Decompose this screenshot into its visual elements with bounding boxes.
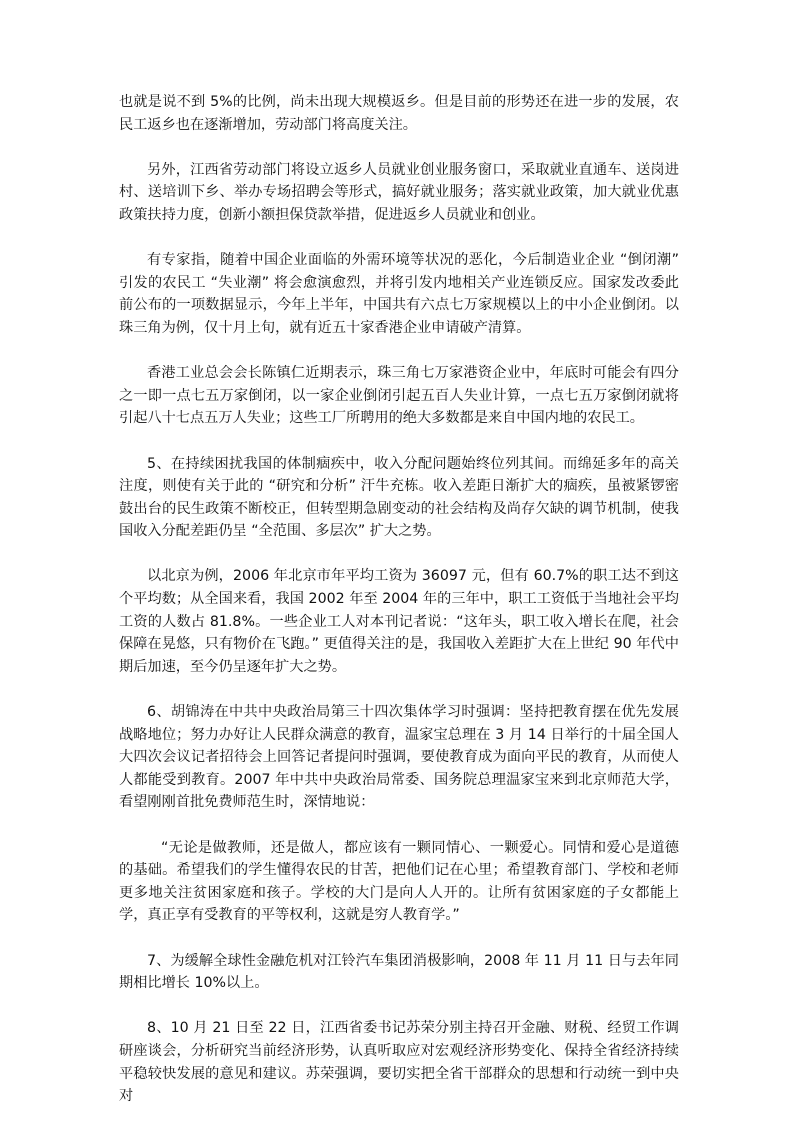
- paragraph-5: 5、在持续困扰我国的体制痼疾中，收入分配问题始终位列其间。而绵延多年的高关注度，则使有关于此的 “研究和分析” 汗牛充栋。收入差距日渐扩大的痼疾，虽被紧锣密鼓出台的民生政策不断校正，但转型期急剧变动的社会结构及尚存欠缺的调节机制，使我国收入分配差距仍呈 “全范围、多层次” 扩大之势。: [119, 455, 679, 540]
- paragraph-3: 有专家指，随着中国企业面临的外需环境等状况的恶化，今后制造业企业 “倒闭潮” 引发的农民工 “失业潮” 将会愈演愈烈，并将引发内地相关产业连锁反应。国家发改委此前公布的一项数据显示，今年上半年，中国共有六点七万家规模以上的中小企业倒闭。以珠三角为例，仅十月上旬，就有近五十家香港企业申请破产清算。: [119, 252, 679, 336]
- paragraph-2: 另外，江西省劳动部门将设立返乡人员就业创业服务窗口，采取就业直通车、送岗进村、送培训下乡、举办专场招聘会等形式，搞好就业服务；落实就业政策，加大就业优惠政策扶持力度，创新小额担保贷款举措，促进返乡人员就业和创业。: [119, 161, 679, 223]
- paragraph-8-quote: “无论是做教师，还是做人，都应该有一颗同情心、一颗爱心。同情和爱心是道德的基础。希望我们的学生懂得农民的甘苦，把他们记在心里；希望教育部门、学校和老师更多地关注贫困家庭和孩子。学校的大门是向人人开的。让所有贫困家庭的子女都能上学，真正享有受教育的平等权利，这就是穷人教育学。”: [119, 839, 679, 924]
- paragraph-6: 以北京为例，2006 年北京市年平均工资为 36097 元，但有 60.7%的职工达不到这个平均数；从全国来看，我国 2002 年至 2004 年的三年中，职工工资低于当地社会平均工资的人数占 81.8%。一些企业工人对本刊记者说：“这年头，职工收入增长在爬，社会保障在晃悠，只有物价在飞跑。” 更值得关注的是，我国收入差距扩大在上世纪 90 年代中期后加速，至今仍呈逐年扩大之势。: [119, 568, 679, 675]
- paragraph-4: 香港工业总会会长陈镇仁近期表示，珠三角七万家港资企业中，年底时可能会有四分之一即一点七五万家倒闭，以一家企业倒闭引起五百人失业计算，一点七五万家倒闭就将引起八十七点五万人失业；这些工厂所聘用的绝大多数都是来自中国内地的农民工。: [119, 365, 679, 427]
- document-body: [119, 91, 679, 1130]
- paragraph-10: 8、10 月 21 日至 22 日，江西省委书记苏荣分别主持召开金融、财税、经贸工作调研座谈会，分析研究当前经济形势，认真听取应对宏观经济形势变化、保持全省经济持续平稳较快发展的意见和建议。苏荣强调，要切实把全省干部群众的思想和行动统一到中央对: [119, 1020, 679, 1105]
- paragraph-1: 也就是说不到 5%的比例，尚未出现大规模返乡。但是目前的形势还在进一步的发展，农民工返乡也在逐渐增加，劳动部门将高度关注。: [119, 94, 679, 133]
- paragraph-9: 7、为缓解全球性金融危机对江铃汽车集团消极影响，2008 年 11 月 11 日与去年同期相比增长 10%以上。: [119, 952, 679, 992]
- paragraph-7: 6、胡锦涛在中共中央政治局第三十四次集体学习时强调：坚持把教育摆在优先发展战略地位；努力办好让人民群众满意的教育，温家宝总理在 3 月 14 日举行的十届全国人大四次会议记者招待会上回答记者提问时强调，要使教育成为面向平民的教育，从而使人人都能受到教育。2007 年中共中央政治局常委、国务院总理温家宝来到北京师范大学，看望刚刚首批免费师范生时，深情地说：: [119, 704, 679, 811]
